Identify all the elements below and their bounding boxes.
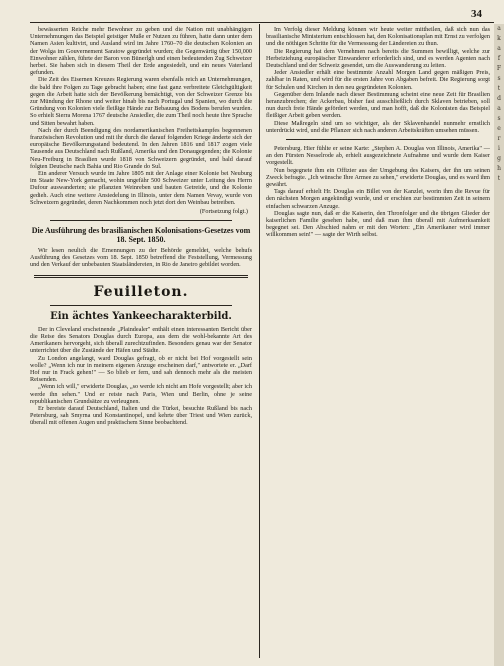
paragraph: Der in Cleveland erscheinende „Plaindealer" enthält einen interessanten Bericht über die Reise des Senators Douglas durch Europa, aus dem die wohl-bekannte Art des Amerikaners hervorgeht, sich überall zurechtzufinden. Besonders genau war der Senator unterrichtet über die Zustände der Häfen und Städte. (30, 325, 252, 355)
paragraph: Zu London angelangt, ward Douglas gefragt, ob er nicht bei Hof vorgestellt sein wolle? „Wenn ich nur in meinem eigenen Anzuge erscheinen darf," antwortete er. „Darf Hof nur in Frack gehen!" — So blieb er fern, und sah dennoch mehr als die meisten Reisenden. (30, 354, 252, 384)
margin-char: f (497, 55, 501, 62)
margin-char: a (497, 45, 501, 52)
paragraph: Diese Maßregeln sind um so wichtiger, als der Sklavenhandel nunmehr ernstlich unterdrückt wird, und die Pflanzer sich nach anderen Arbeitskräften umsehen müssen. (266, 119, 490, 134)
paragraph: Gegenüber dem Inlande nach dieser Bestimmung scheint eine neue Zeit für Brasilien heranzubrechen; der Ackerbau, bisher fast ausschließlich durch Sklaven betrieben, soll nun durch freie Hände gefördert werden, und man hofft, daß die Kolonisten das Beispiel fleißiger Arbeit geben werden. (266, 90, 490, 120)
divider (50, 220, 232, 221)
paragraph: Die Zeit des Eisernen Kreuzes Regierung waren ebenfalls reich an Unternehmungen, die bald ihre Folgen zu Tage gebracht haben; eine fast ganz verbreitete Gleichgültigkeit gegen die Arbeit hatte sich der Bevölkerung bemächtigt, von der Schweizer Grenze bis zur Mündung der Rhone und weiter hinab bis nach Portugal und Spanien, wo durch die Gründung von Kolonien viele fleißige Hände zur Bebauung des Bodens berufen wurden. So erhielt Sierra Morena 1767 deutsche Ansiedler, die zum Theil noch heute ihre Sprache und Sitten bewahrt haben. (30, 76, 252, 127)
margin-char: a (497, 25, 501, 32)
paragraph: Ein anderer Versuch wurde im Jahre 1805 mit der Anlage einer Kolonie bei Neuburg im Staate New-York gemacht, wohin ungefähr 500 Schweizer unter Leitung des Herrn Dufour auswanderten; sie pflanzten Weinreben und bauten Getreide, und die Kolonie gedieh. Auch eine weitere Ansiedelung in Illinois, unter dem Namen Vevay, wurde von Schweizern gegründet, deren Nachkommen noch jetzt dort den Weinbau betreiben. (30, 170, 252, 206)
right-column (266, 26, 490, 658)
margin-char: s (497, 115, 501, 122)
paragraph: Petersburg. Hier fühlte er seine Karte: „Stephen A. Douglas von Illinois, Amerika" — an den Fürsten Nesselrode ab, erhielt ausgezeichnete Aufnahme und wurde dem Kaiser vorgestellt. (266, 145, 490, 167)
paragraph: Er bereiste darauf Deutschland, Italien und die Türkei, besuchte Rußland bis nach Petersburg, sah Smyrna und Konstantinopel, und kehrte über Triest und Wien zurück, überall mit offenen Augen und praktischem Sinne beobachtend. (30, 404, 252, 427)
left-column (30, 26, 252, 658)
margin-char: h (497, 165, 501, 172)
paragraph: Nach der durch Beendigung des nordamerikanischen Freiheitskampfes begonnenen französischen Revolution und mit ihr durch die darauf folgenden Kriege änderte sich der europäische Bevölkerungsstand bedeutend. In den Jahren 1816 und 1817 zogen viele Tausende aus Deutschland nach Rußland, Amerika und den Donaugegenden; die Kolonie Neu-Freiburg in Brasilien wurde 1818 von Schweizern gegründet, und bald darauf folgten Deutsche nach Bahia und Rio Grande do Sul. (30, 126, 252, 170)
margin-char: e (497, 125, 501, 132)
section-title: Feuilleton. (93, 283, 189, 300)
margin-char: F (496, 65, 502, 72)
margin-char: r (497, 135, 501, 142)
margin-char: k (497, 35, 501, 42)
paragraph: Nun begegnete ihm ein Offizier aus der Umgebung des Kaisers, der ihn um seinen Zweck befragte. „Ich wünsche Ihre Armee zu sehen," erwiderte Douglas, und es ward ihm gewährt. (266, 166, 490, 189)
paragraph: Jeder Ansiedler erhält eine bestimmte Anzahl Morgen Land gegen mäßigen Preis, zahlbar in Raten, und wird für die ersten Jahre von Abgaben befreit. Die Regierung sorgt für Schulen und Kirchen in den neu gegründeten Kolonien. (266, 69, 490, 91)
paragraph: „Wenn ich will," erwiderte Douglas, „so werde ich nicht am Hofe vorgestellt; aber ich werde ihn sehen." Und er reiste nach Paris, Wien und Berlin, ohne je seine republikanischen Grundsätze zu verleugnen. (30, 383, 252, 405)
paragraph: Tags darauf erhielt Hr. Douglas ein Billet von der Kanzlei, worin ihm die Revue für den nächsten Morgen angekündigt wurde, und er erschien zur bestimmten Zeit in seinem einfachen schwarzen Anzuge. (266, 188, 490, 210)
paragraph: Wir lesen neulich die Ernennungen zu der Behörde gemeldet, welche behufs Ausführung des Gesetzes vom 18. Sept. 1850 betreffend die Feststellung, Vermessung und den Verkauf der unbebauten Staatsländereien, in Rio de Janeiro gebildet worden. (30, 247, 252, 269)
margin-char: s (497, 75, 501, 82)
margin-char: a (497, 105, 501, 112)
article-subheading: Ein ächtes Yankeecharakterbild. (50, 310, 232, 322)
paragraph: Im Verfolg dieser Meldung können wir heute weiter mittheilen, daß sich nun das brasilianische Ministerium entschlossen hat, den Kolonisationsplan mit Ernst zu verfolgen und die nöthigen Schritte für die Vermessung der Ländereien zu thun. (266, 26, 490, 48)
header-rule (30, 22, 494, 23)
paragraph: Die Regierung hat dem Vernehmen nach bereits die Summen bewilligt, welche zur Herbeiziehung europäischer Einwanderer erforderlich sind, und es werden Agenten nach Deutschland und der Schweiz gesendet, um die Auswanderung zu leiten. (266, 47, 490, 70)
margin-char: t (497, 85, 501, 92)
column-rule (259, 24, 260, 658)
adjacent-page-margin (494, 24, 504, 666)
section-divider (34, 275, 248, 278)
margin-char: g (497, 155, 501, 162)
continuation-note: (Fortsetzung folgt.) (199, 208, 248, 216)
divider (286, 139, 470, 140)
paragraph: Douglas sagte nun, daß er die Kaiserin, den Thronfolger und die übrigen Glieder der kaiserlichen Familie gesehen habe, und daß man ihm überall mit Aufmerksamkeit begegnet sei. Den Abschied nahm er mit den Worten: „Ein Amerikaner wird immer willkommen sein!" — sagte der Wirth selbst. (266, 209, 490, 239)
article-heading: Die Ausführung des brasilianischen Kolonisations-Gesetzes vom 18. Sept. 1850. (31, 226, 251, 245)
paragraph: bewässerten Reiche mehr Bewohner zu geben und die Nation mit unabhängigen Unternehmungen das Beispiel geistiger Muße er Nutzen zu führen, hatte dann unter dem Namen Asien kultivirt, und Ausland wird im Jahre 1760–70 die deutschen Kolonien an der Wolga im Gouvernement Saratow gegründet wurden; die Gegenwärtig über 150,000 Einwohner zählen, führte der Baron von Bünerlgh und einen bedeutenden Zug Schweizer herbei. Sie haben sich in diesem Theil der Erde angesiedelt, und ein neues Vaterland gefunden. (30, 26, 252, 77)
margin-char: d (497, 95, 501, 102)
divider (50, 305, 232, 306)
margin-char: i (498, 145, 500, 152)
page-number: 34 (471, 8, 482, 20)
margin-char: t (497, 175, 501, 182)
